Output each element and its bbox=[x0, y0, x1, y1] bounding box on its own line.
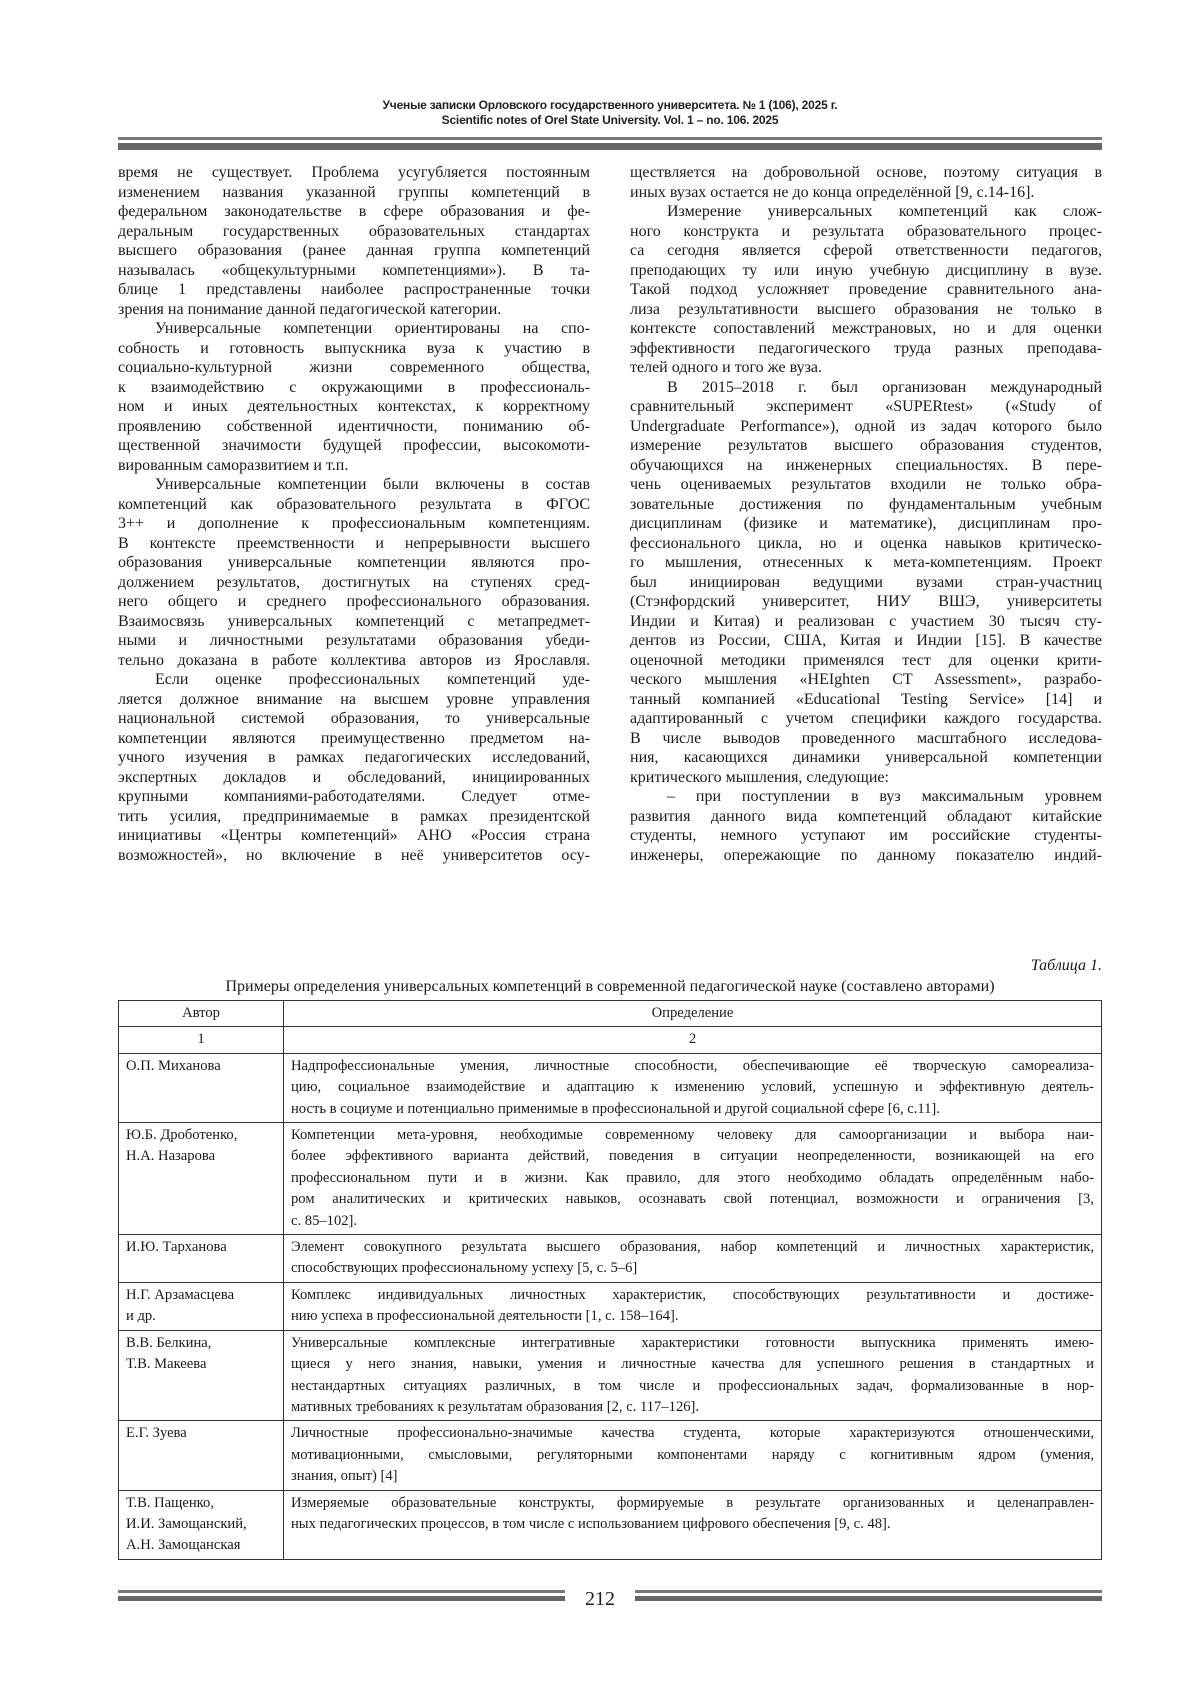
author-name: и др. bbox=[126, 1308, 156, 1325]
text-line: са сегодня является сферой ответственности педагогов, bbox=[630, 242, 1102, 259]
text-line: национальной системой образования, то универсальные bbox=[118, 710, 590, 727]
text-line: называлась «общекультурными компетенциями»). В та- bbox=[118, 261, 590, 279]
text-line: собность и готовность выпускника вуза к участию в bbox=[118, 339, 590, 357]
text-line: инженеры, опережающие по данному показателю индий- bbox=[630, 846, 1102, 864]
author-name: И.И. Замощанский, bbox=[126, 1515, 247, 1532]
definition-line: с. 85–102]. bbox=[291, 1212, 358, 1229]
text-line: учного изучения в рамках педагогических исследований, bbox=[118, 749, 590, 766]
text-line: иных вузах остается не до конца определённой [9, с.14-16]. bbox=[630, 183, 1035, 201]
journal-title-ru: Ученые записки Орловского государственного университета. № 1 (106), 2025 г. bbox=[382, 98, 838, 112]
journal-title-en: Scientific notes of Orel State University. Vol. 1 – no. 106. 2025 bbox=[441, 113, 779, 127]
definition-line: Измеряемые образовательные конструкты, формируемые в результате организованных и целенаправлен- bbox=[291, 1494, 1094, 1511]
text-line: дентов из России, США, Китая и Индии [15]. В качестве bbox=[630, 632, 1102, 649]
text-line: критического мышления, следующие: bbox=[630, 768, 889, 786]
text-line: зрения на понимание данной педагогической категории. bbox=[118, 300, 502, 318]
header-author: Автор bbox=[119, 1001, 284, 1027]
text-line: го мышления, отнесенных к мета-компетенциям. Проект bbox=[630, 554, 1102, 571]
text-line: эффективности педагогического труда разных преподава- bbox=[630, 339, 1102, 357]
text-line: (Стэнфордский университет, НИУ ВШЭ, университеты bbox=[630, 593, 1102, 610]
running-header bbox=[118, 98, 1102, 128]
table-header-row bbox=[119, 1001, 1102, 1027]
text-line: Если оценке профессиональных компетенций уде- bbox=[155, 671, 590, 688]
text-line: время не существует. Проблема усугубляется постоянным bbox=[118, 164, 590, 181]
text-line: – при поступлении в вуз максимальным уровнем bbox=[667, 788, 1102, 805]
author-cell bbox=[119, 1282, 284, 1330]
text-line: В числе выводов проведенного масштабного исследова- bbox=[630, 729, 1102, 747]
author-name: Н.Г. Арзамасцева bbox=[126, 1286, 235, 1303]
definition-line: мотивационными, смысловыми, регуляторными компонентами наряду с когнитивным ядром (умения, bbox=[291, 1446, 1094, 1463]
definition-cell bbox=[284, 1235, 1102, 1283]
definition-line: ных педагогических процессов, в том числе с использованием цифрового обеспечения [9, с. 48]. bbox=[291, 1515, 891, 1532]
text-line: ния, касающихся динамики универсальной компетенции bbox=[630, 749, 1102, 766]
text-line: инициативы «Центры компетенций» АНО «Россия страна bbox=[118, 827, 590, 844]
text-line: телей одного и того же вуза. bbox=[630, 359, 823, 376]
table-row bbox=[119, 1490, 1102, 1559]
table-label: Таблица 1. bbox=[1030, 957, 1102, 974]
text-line: крупными компаниями-работодателями. Следует отме- bbox=[118, 788, 590, 805]
left-text-column bbox=[118, 163, 590, 865]
table-caption: Примеры определения универсальных компетенций в современной педагогической науке (составлено авторами) bbox=[225, 978, 995, 995]
text-line: развития данного вида компетенций обладают китайские bbox=[630, 807, 1102, 825]
author-cell bbox=[119, 1123, 284, 1235]
definition-line: Компетенции мета-уровня, необходимые современному человеку для самоорганизации и выбора наи- bbox=[291, 1127, 1094, 1144]
definition-line: знания, опыт) [4] bbox=[291, 1468, 398, 1485]
table-row bbox=[119, 1123, 1102, 1235]
definition-line: ность в социуме и потенциально применимые в профессиональной и другой социальной сфере [6, с.11]. bbox=[291, 1100, 940, 1117]
text-line: Undergraduate Performance»), одной из задач которого было bbox=[630, 417, 1102, 435]
author-name: Е.Г. Зуева bbox=[126, 1425, 187, 1442]
definitions-table bbox=[118, 1000, 1102, 1560]
definition-line: Универсальные комплексные интегративные характеристики готовности выпускника применять имею- bbox=[291, 1334, 1094, 1351]
text-line: лиза результативности высшего образования не только в bbox=[630, 300, 1102, 318]
definition-line: профессиональном пути и в жизни. Как правило, для этого необходимо обладать определённым набо- bbox=[291, 1169, 1094, 1186]
text-line: компетенций как образовательного результата в ФГОС bbox=[118, 495, 590, 513]
text-line: деральным государственных образовательных стандартах bbox=[118, 222, 590, 240]
author-cell bbox=[119, 1490, 284, 1559]
column-number-2: 2 bbox=[284, 1027, 1102, 1053]
text-line: был инициирован ведущими вузами стран-участниц bbox=[630, 573, 1102, 591]
author-cell bbox=[119, 1235, 284, 1283]
definition-cell bbox=[284, 1330, 1102, 1421]
author-name: Т.В. Макеева bbox=[126, 1356, 207, 1373]
text-line: социально-культурной жизни современного общества, bbox=[118, 359, 590, 376]
definition-line: нестандартных ситуациях различных, в том числе и профессиональных задач, формализованные в нор- bbox=[291, 1377, 1094, 1394]
text-line: измерение результатов высшего образования студентов, bbox=[630, 437, 1102, 454]
text-line: ном и иных деятельностных контекстах, к корректному bbox=[118, 398, 590, 415]
definition-line: Комплекс индивидуальных личностных характеристик, способствующих результативности и достиже- bbox=[291, 1286, 1094, 1303]
text-line: Универсальные компетенции были включены в состав bbox=[155, 476, 590, 493]
author-cell bbox=[119, 1421, 284, 1490]
text-line: преподающих ту или иную учебную дисциплину в вузе. bbox=[630, 261, 1102, 279]
definition-line: Личностные профессионально-значимые качества студента, которые характеризуются отношенческими, bbox=[291, 1425, 1094, 1442]
text-line: к взаимодействию с окружающими в профессиональ- bbox=[118, 378, 590, 396]
text-line: компетенции являются преимущественно предметом на- bbox=[118, 729, 590, 747]
definition-line: ром аналитических и критических навыков, осознавать свой потенциал, возможности и ограничения [3, bbox=[291, 1191, 1094, 1208]
table-row bbox=[119, 1235, 1102, 1283]
footer-rule-right bbox=[635, 1590, 1102, 1606]
text-line: оценочной методики применялся тест для оценки крити- bbox=[630, 651, 1102, 669]
definition-cell bbox=[284, 1123, 1102, 1235]
text-line: зовательные достижения по фундаментальным учебным bbox=[630, 495, 1102, 513]
text-line: ществляется на добровольной основе, поэтому ситуация в bbox=[630, 164, 1102, 181]
text-line: образования универсальные компетенции являются про- bbox=[118, 554, 590, 571]
text-line: экспертных докладов и обследований, инициированных bbox=[118, 768, 590, 786]
definition-line: способствующих профессиональному успеху [5, с. 5–6] bbox=[291, 1260, 638, 1277]
definition-line: Надпрофессиональные умения, личностные способности, обеспечивающие её творческую самореализа- bbox=[291, 1057, 1094, 1074]
table-row bbox=[119, 1282, 1102, 1330]
definition-line: цию, социальное взаимодействие и адаптацию к изменению условий, успешную и эффективную деятель- bbox=[291, 1079, 1094, 1096]
text-line: вированным саморазвитием и т.п. bbox=[118, 456, 349, 474]
author-name: И.Ю. Тарханова bbox=[126, 1239, 227, 1256]
text-line: него общего и среднего профессионального образования. bbox=[118, 593, 590, 610]
table-number-row bbox=[119, 1027, 1102, 1053]
text-line: ными и личностными результатами образования убеди- bbox=[118, 632, 590, 649]
text-line: ческого мышления «HEIghten CT Assessment», разрабо- bbox=[630, 671, 1102, 688]
text-line: В контексте преемственности и непрерывности высшего bbox=[118, 534, 590, 552]
author-name: А.Н. Замощанская bbox=[126, 1537, 241, 1554]
definition-line: более эффективного варианта действий, поведения в ситуации неопределенности, возникающей на его bbox=[291, 1148, 1094, 1165]
column-number-1: 1 bbox=[119, 1027, 284, 1053]
definition-cell bbox=[284, 1282, 1102, 1330]
definition-cell bbox=[284, 1421, 1102, 1490]
text-line: должением результатов, достигнутых на ступенях сред- bbox=[118, 573, 590, 591]
text-line: сравнительный эксперимент «SUPERtest» («Study of bbox=[630, 398, 1102, 415]
author-cell bbox=[119, 1053, 284, 1122]
author-name: Н.А. Назарова bbox=[126, 1148, 216, 1165]
text-line: Измерение универсальных компетенций как слож- bbox=[667, 203, 1102, 220]
page-number: 212 bbox=[585, 1588, 615, 1610]
author-cell bbox=[119, 1330, 284, 1421]
text-line: высшего образования (ранее данная группа компетенций bbox=[118, 242, 590, 259]
text-line: блице 1 представлены наиболее распространенные точки bbox=[118, 281, 590, 298]
author-name: Ю.Б. Дроботенко, bbox=[126, 1127, 238, 1144]
text-line: проявлению собственной идентичности, пониманию об- bbox=[118, 417, 590, 435]
definition-cell bbox=[284, 1053, 1102, 1122]
text-line: студенты, немного уступают им российские студенты- bbox=[630, 827, 1102, 844]
definition-line: Элемент совокупного результата высшего образования, набор компетенций и личностных характеристик, bbox=[291, 1239, 1094, 1256]
header-rule bbox=[118, 137, 1102, 140]
text-line: федеральном законодательстве в сфере образования и фе- bbox=[118, 203, 590, 220]
text-line: В 2015–2018 г. был организован международный bbox=[667, 378, 1102, 396]
text-line: дисциплинам (физике и математике), дисциплинам про- bbox=[630, 515, 1102, 532]
table-row bbox=[119, 1053, 1102, 1122]
text-line: обучающихся на инженерных специальностях. В пере- bbox=[630, 456, 1102, 474]
author-name: В.В. Белкина, bbox=[126, 1334, 212, 1351]
text-line: адаптированный с учетом специфики каждого государства. bbox=[630, 710, 1102, 727]
text-line: контексте сопоставлений межстрановых, но и для оценки bbox=[630, 320, 1102, 337]
definition-line: мативных требованиях к результатам образования [2, с. 117–126]. bbox=[291, 1398, 700, 1415]
text-line: танный компанией «Educational Testing Service» [14] и bbox=[630, 690, 1102, 708]
author-name: О.П. Миханова bbox=[126, 1057, 221, 1074]
text-line: тельно доказана в работе коллектива авторов из Ярославля. bbox=[118, 651, 590, 669]
definition-cell bbox=[284, 1490, 1102, 1559]
text-line: Универсальные компетенции ориентированы на спо- bbox=[155, 320, 590, 337]
text-line: изменением названия указанной группы компетенций в bbox=[118, 183, 590, 201]
table-row bbox=[119, 1330, 1102, 1421]
text-line: щественной значимости будущей профессии, высокомоти- bbox=[118, 437, 590, 454]
text-line: возможностей», но включение в неё университетов осу- bbox=[118, 846, 590, 864]
text-line: Взаимосвязь универсальных компетенций с метапредмет- bbox=[118, 612, 590, 630]
text-line: чень оцениваемых результатов входили не только обра- bbox=[630, 476, 1102, 493]
text-line: фессионального цикла, но и оценка навыков критическо- bbox=[630, 534, 1102, 552]
header-definition: Определение bbox=[284, 1001, 1102, 1027]
text-line: Такой подход усложняет проведение сравнительного ана- bbox=[630, 281, 1102, 298]
text-line: 3++ и дополнение к профессиональным компетенциям. bbox=[118, 515, 590, 532]
footer-rule-left bbox=[118, 1590, 565, 1606]
table-row bbox=[119, 1421, 1102, 1490]
author-name: Т.В. Пащенко, bbox=[126, 1494, 214, 1511]
definition-line: щиеся у него знания, навыки, умения и личностные качества для успешного решения в стандартных и bbox=[291, 1356, 1094, 1373]
text-line: ляется должное внимание на высшем уровне управления bbox=[118, 690, 590, 708]
header-rule-thick bbox=[118, 143, 1102, 150]
text-line: тить усилия, предпринимаемые в рамках президентской bbox=[118, 807, 590, 825]
text-line: Индии и Китая) и реализован с участием 30 тысяч сту- bbox=[630, 612, 1102, 630]
definition-line: нию успеха в профессиональной деятельности [1, с. 158–164]. bbox=[291, 1308, 679, 1325]
right-text-column bbox=[630, 163, 1102, 865]
text-line: ного конструкта и результата образовательного процес- bbox=[630, 222, 1102, 240]
